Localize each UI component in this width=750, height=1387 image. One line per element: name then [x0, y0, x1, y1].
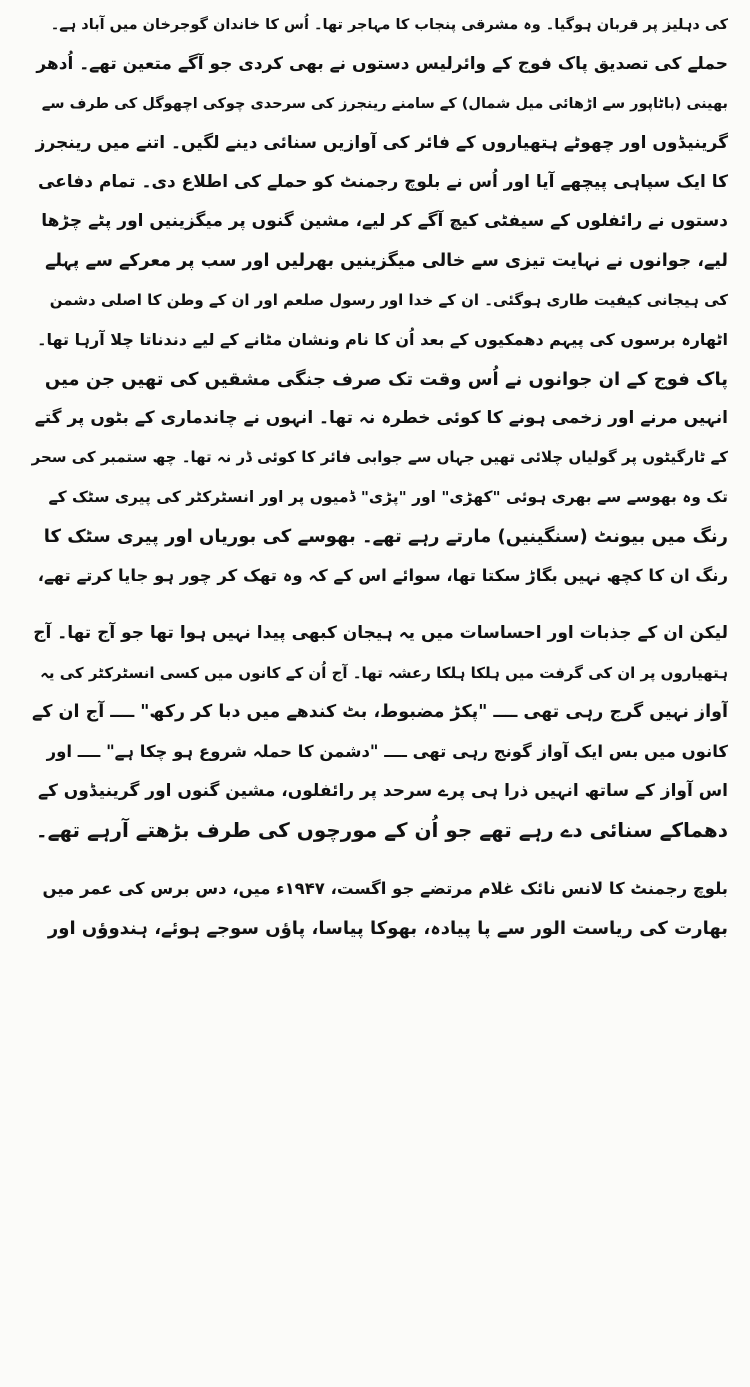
- text-line: لیے، جوانوں نے نہایت تیزی سے خالی میگزینیں بھرلیں اور سب پر معرکے سے پہلے: [45, 250, 728, 271]
- text-line: بھینی (باٹاپور سے اڑھائی میل شمال) کے سامنے رینجرز کی سرحدی چوکی اچھوگل کی طرف سے: [41, 95, 728, 112]
- text-line: کا ایک سپاہی پیچھے آیا اور اُس نے بلوچ رجمنٹ کو حملے کی اطلاع دی۔ تمام دفاعی: [37, 172, 728, 193]
- text-line: رنگ ان کا کچھ نہیں بگاڑ سکتا تھا، سوائے اس کے کہ وہ تھک کر چور ہو جایا کرتے تھے،: [37, 566, 728, 586]
- text-line: دستوں نے رائفلوں کے سیفٹی کیچ آگے کر لیے، مشین گنوں پر میگزینیں اور پٹے چڑھا: [41, 211, 728, 232]
- text-line: دھماکے سنائی دے رہے تھے جو اُن کے مورچوں کی طرف بڑھتے آرہے تھے۔: [35, 817, 728, 842]
- text-line: انہیں مرنے اور زخمی ہونے کا کوئی خطرہ نہ تھا۔ انہوں نے چاندماری کے بٹوں پر گتے: [34, 407, 728, 428]
- text-line: گرینیڈوں اور چھوٹے ہتھیاروں کے فائر کی آوازیں سنائی دینے لگیں۔ اتنے میں رینجرز: [35, 132, 728, 153]
- text-line: حملے کی تصدیق پاک فوج کے وائرلیس دستوں نے بھی کردی جو آگے متعین تھے۔ اُدھر: [36, 54, 728, 75]
- text-line: لیکن ان کے جذبات اور احساسات میں یہ ہیجان کبھی پیدا نہیں ہوا تھا جو آج تھا۔ آج: [33, 623, 728, 644]
- text-line: اٹھارہ برسوں کی پیہم دھمکیوں کے بعد اُن کا نام ونشان مٹانے کے لیے دندناتا چلا آرہا تھا۔: [37, 330, 728, 350]
- text-line: بلوچ رجمنٹ کا لانس نائک غلام مرتضے جو اگست، ۱۹۴۷ء میں، دس برس کی عمر میں: [42, 879, 728, 899]
- text-line: اس آواز کے ساتھ انہیں ذرا ہی پرے سرحد پر رائفلوں، مشین گنوں اور گرینیڈوں کے: [37, 780, 728, 801]
- text-line: رنگ میں بیونٹ (سنگینیں) مارتے رہے تھے۔ بھوسے کی بوریاں اور پیری سٹک کا: [43, 525, 728, 547]
- paragraph-3: [30, 869, 728, 948]
- text-line: ہتھیاروں پر ان کی گرفت میں ہلکا ہلکا رعشہ تھا۔ آج اُن کے کانوں میں کسی انسٹرکٹر کی یہ: [40, 663, 728, 682]
- paragraph-2: [30, 614, 728, 850]
- text-line: تک وہ بھوسے سے بھری ہوئی "کھڑی" اور "پڑی" ڈمیوں پر اور انسٹرکٹر کی پیری سٹک کے: [48, 487, 728, 506]
- text-line: پاک فوج کے ان جوانوں نے اُس وقت تک صرف جنگی مشقیں کی تھیں جن میں: [44, 368, 728, 390]
- paragraph-1: [30, 6, 728, 595]
- paragraph-spacer: [30, 850, 728, 869]
- text-line: بھارت کی ریاست الور سے پا پیادہ، بھوکا پیاسا، پاؤں سوجے ہوئے، ہندوؤں اور: [47, 917, 728, 939]
- text-line: کی دہلیز پر قربان ہوگیا۔ وہ مشرقی پنجاب کا مہاجر تھا۔ اُس کا خاندان گوجرخان میں آباد ہے۔: [50, 17, 728, 33]
- text-line: کے ٹارگیٹوں پر گولیاں چلائی تھیں جہاں سے جوابی فائر کا کوئی ڈر نہ تھا۔ چھ ستمبر کی سحر: [31, 448, 728, 467]
- paragraph-spacer: [30, 595, 728, 614]
- text-line: آواز نہیں گرج رہی تھی ــــ "پکڑ مضبوط، بٹ کندھے میں دبا کر رکھ" ــــ آج ان کے: [32, 702, 728, 723]
- text-line: کانوں میں بس ایک آواز گونج رہی تھی ــــ "دشمن کا حملہ شروع ہو چکا ہے" ــــ اور: [46, 742, 728, 762]
- text-line: کی ہیجانی کیفیت طاری ہوگئی۔ ان کے خدا اور رسول صلعم اور ان کے وطن کا اصلی دشمن: [49, 291, 728, 310]
